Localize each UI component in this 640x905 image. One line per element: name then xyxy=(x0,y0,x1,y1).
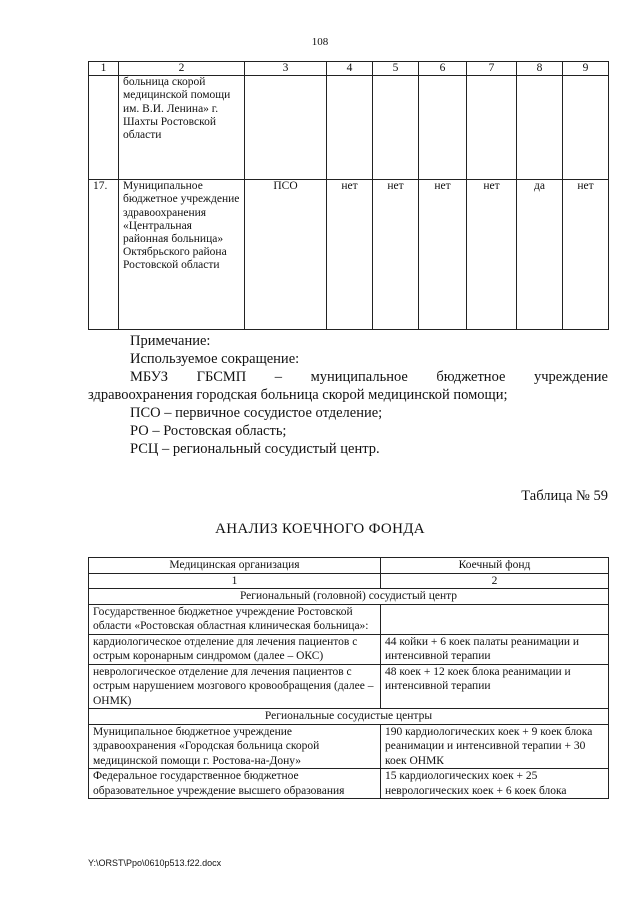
col-number: 3 xyxy=(245,62,327,76)
table-row xyxy=(89,180,609,330)
beds-cell: 44 койки + 6 коек палаты реанимации и интенсивной терапии xyxy=(381,634,609,664)
note-block xyxy=(90,332,608,458)
col-number: 6 xyxy=(419,62,467,76)
organization-cell: Государственное бюджетное учреждение Ростовской области «Ростовская областная клиническая больница»: xyxy=(89,604,381,634)
table-row xyxy=(89,76,609,180)
value-cell: нет xyxy=(563,180,609,330)
col-number: 1 xyxy=(89,573,381,589)
section-row xyxy=(89,589,609,605)
organization-cell: больница скорой медицинской помощи им. В.И. Ленина» г. Шахты Ростовской области xyxy=(119,76,245,180)
bed-fund-table xyxy=(88,557,609,799)
abbreviation-pso: ПСО – первичное сосудистое отделение; xyxy=(130,405,383,421)
type-cell: ПСО xyxy=(245,180,327,330)
table-row xyxy=(89,634,609,664)
col-number: 1 xyxy=(89,62,119,76)
note-title: Примечание: xyxy=(130,333,211,349)
table-label: Таблица № 59 xyxy=(521,488,608,504)
column-number-row xyxy=(89,573,609,589)
abbreviation-title: Используемое сокращение: xyxy=(130,351,300,367)
beds-cell: 15 кардиологических коек + 25 неврологических коек + 6 коек блока xyxy=(381,769,609,799)
column-number-row xyxy=(89,62,609,76)
header-row xyxy=(89,558,609,574)
value-cell: да xyxy=(517,180,563,330)
beds-cell: 190 кардиологических коек + 9 коек блока реанимации и интенсивной терапии + 30 коек ОНМК xyxy=(381,724,609,769)
organization-cell: Муниципальное бюджетное учреждение здравоохранения «Центральная районная больница» Октябрьского района Ростовской области xyxy=(119,180,245,330)
beds-cell: 48 коек + 12 коек блока реанимации и интенсивной терапии xyxy=(381,664,609,709)
col-number: 2 xyxy=(381,573,609,589)
hospital-table xyxy=(88,61,609,330)
page-number: 108 xyxy=(311,36,329,48)
table-row xyxy=(89,724,609,769)
column-header: Медицинская организация xyxy=(89,558,381,574)
col-number: 9 xyxy=(563,62,609,76)
abbreviation-rsc: РСЦ – региональный сосудистый центр. xyxy=(130,441,380,457)
column-header: Коечный фонд xyxy=(381,558,609,574)
col-number: 5 xyxy=(373,62,419,76)
value-cell: нет xyxy=(373,180,419,330)
row-number xyxy=(89,76,119,180)
section-heading: Региональные сосудистые центры xyxy=(89,709,609,725)
value-cell: нет xyxy=(327,180,373,330)
table-row xyxy=(89,604,609,634)
section-heading: Региональный (головной) сосудистый центр xyxy=(89,589,609,605)
col-number: 2 xyxy=(119,62,245,76)
organization-cell: Федеральное государственное бюджетное образовательное учреждение высшего образования xyxy=(89,769,381,799)
organization-cell: неврологическое отделение для лечения пациентов с острым нарушением мозгового кровообращения (далее – ОНМК) xyxy=(89,664,381,709)
col-number: 7 xyxy=(467,62,517,76)
col-number: 8 xyxy=(517,62,563,76)
row-number: 17. xyxy=(89,180,119,330)
col-number: 4 xyxy=(327,62,373,76)
value-cell: нет xyxy=(467,180,517,330)
abbreviation-continuation: здравоохранения городская больница скорой медицинской помощи; xyxy=(88,387,508,403)
organization-cell: кардиологическое отделение для лечения пациентов с острым коронарным синдромом (далее – ОКС) xyxy=(89,634,381,664)
value-cell: нет xyxy=(419,180,467,330)
abbreviation-line: МБУЗ ГБСМП – муниципальное бюджетное учреждение xyxy=(130,369,608,385)
organization-cell: Муниципальное бюджетное учреждение здравоохранения «Городская больница скорой медицинской помощи г. Ростова-на-Дону» xyxy=(89,724,381,769)
section-row xyxy=(89,709,609,725)
beds-cell xyxy=(381,604,609,634)
abbreviation-ro: РО – Ростовская область; xyxy=(130,423,287,439)
table-row xyxy=(89,664,609,709)
file-path-footer: Y:\ORST\Ppo\0610p513.f22.docx xyxy=(88,858,222,868)
table-row xyxy=(89,769,609,799)
table-title: АНАЛИЗ КОЕЧНОГО ФОНДА xyxy=(215,521,425,537)
